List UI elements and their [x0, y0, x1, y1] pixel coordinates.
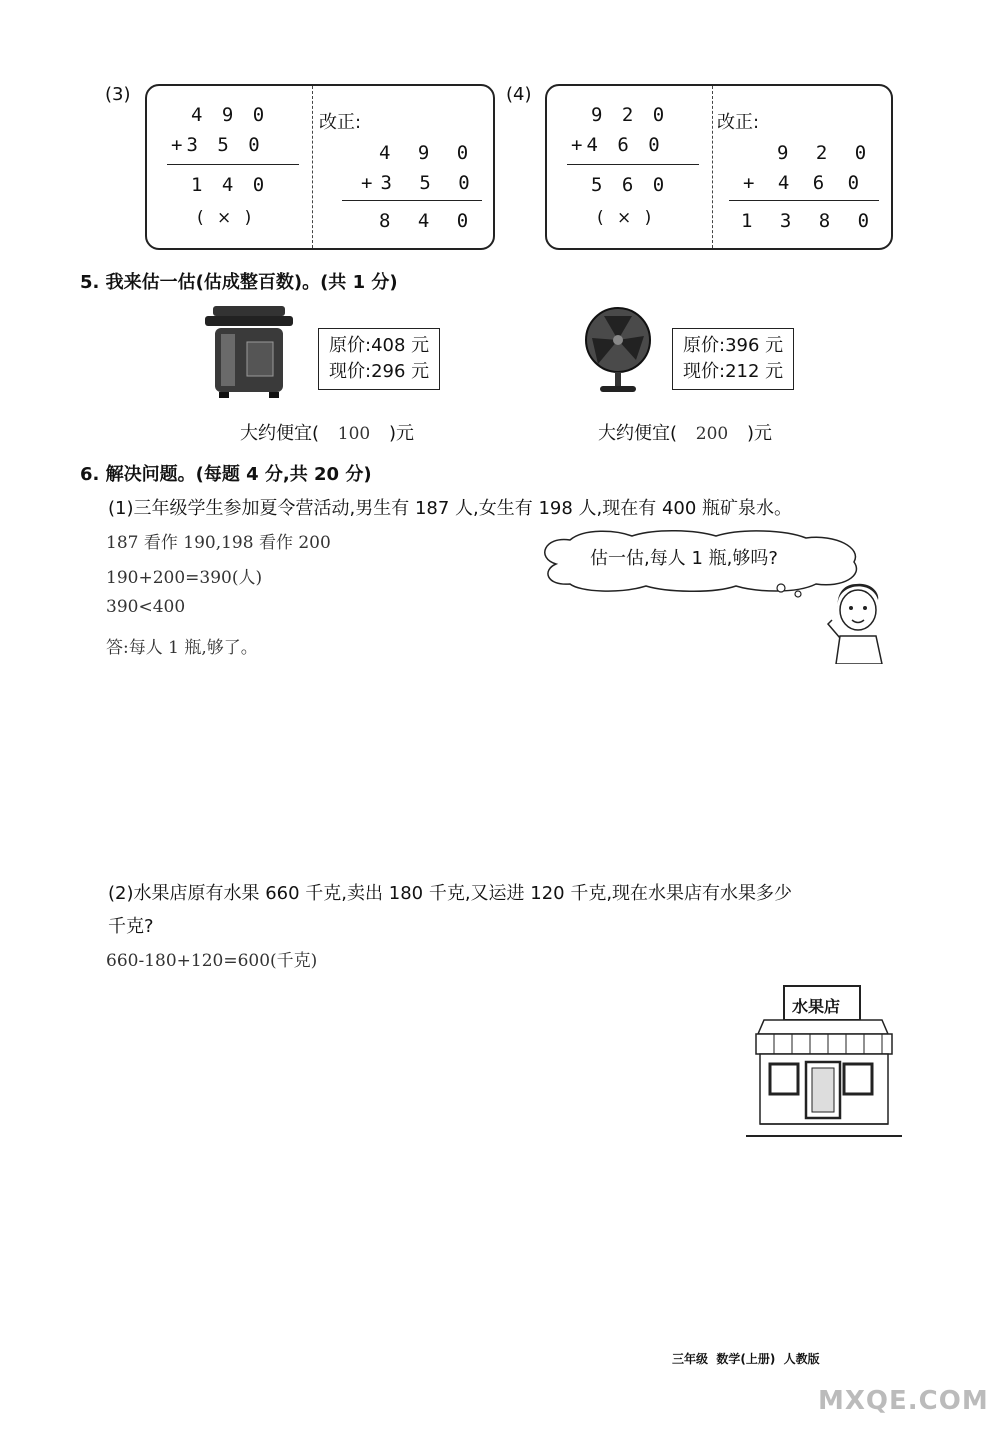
fix-addend-bottom: +3 5 0 [361, 172, 478, 194]
q5-title: 5. 我来估一估(估成整百数)。(共 1 分) [80, 272, 398, 293]
fix-sum-line [342, 200, 482, 201]
boy-illustration [820, 580, 900, 664]
problem-4-label: (4) [506, 84, 532, 105]
estimate-prefix: 大约便宜( [240, 423, 320, 444]
wrong-sum: 5 6 0 [591, 174, 669, 196]
q6-p1-answer-line-2: 190+200=390(人) [106, 568, 263, 588]
problem-3-label: (3) [105, 84, 131, 105]
estimate-prefix: 大约便宜( [598, 423, 678, 444]
fix-sum-line [729, 200, 879, 201]
problem-3-box [145, 84, 495, 250]
addend-bottom: +3 5 0 [171, 134, 264, 156]
q6-p2-answer-line: 660-180+120=600(千克) [106, 951, 318, 971]
estimate-suffix: )元 [389, 423, 415, 444]
estimate-value: 200 [695, 424, 729, 444]
q6-p2-text-2: 千克? [108, 916, 154, 937]
divider [712, 86, 713, 248]
sum-line [567, 164, 699, 165]
estimate-suffix: )元 [747, 423, 773, 444]
addend-top: 9 2 0 [591, 104, 669, 126]
q6-p1-answer-line-4: 答:每人 1 瓶,够了。 [106, 638, 258, 658]
estimate-answer-1 [240, 419, 414, 445]
electric-fan-image [584, 306, 654, 396]
pressure-cooker-image [203, 306, 295, 400]
wrong-mark: ( × ) [597, 208, 652, 228]
q6-p1-answer-line-1: 187 看作 190,198 看作 200 [106, 533, 331, 553]
addend-bottom: +4 6 0 [571, 134, 664, 156]
divider [312, 86, 313, 248]
speech-bubble-text: 估一估,每人 1 瓶,够吗? [590, 548, 778, 569]
correction-label: 改正: [319, 112, 362, 133]
current-price: 现价:296 元 [329, 361, 430, 382]
price-tag-1 [318, 328, 440, 390]
correction-label: 改正: [717, 112, 760, 133]
original-price: 原价:396 元 [683, 335, 784, 356]
fix-addend-top: 9 2 0 [777, 142, 875, 164]
fix-addend-bottom: + 4 6 0 [743, 172, 866, 194]
addend-top: 4 9 0 [191, 104, 269, 126]
wrong-sum: 1 4 0 [191, 174, 269, 196]
estimate-answer-2 [598, 419, 772, 445]
fix-sum: 8 4 0 [379, 210, 477, 232]
q6-title: 6. 解决问题。(每题 4 分,共 20 分) [80, 464, 372, 485]
problem-4-box [545, 84, 893, 250]
q6-p1-answer-line-3: 390<400 [106, 597, 186, 617]
wrong-mark: ( × ) [197, 208, 252, 228]
fix-addend-top: 4 9 0 [379, 142, 477, 164]
shop-sign-text: 水果店 [792, 997, 841, 1016]
original-price: 原价:408 元 [329, 335, 430, 356]
q6-p1-text: (1)三年级学生参加夏令营活动,男生有 187 人,女生有 198 人,现在有 400 瓶矿泉水。 [108, 498, 793, 519]
current-price: 现价:212 元 [683, 361, 784, 382]
estimate-value: 100 [337, 424, 371, 444]
footer-text: 三年级 数学(上册) 人教版 [672, 1352, 820, 1366]
price-tag-2 [672, 328, 794, 390]
fix-sum: 1 3 8 0 [741, 210, 878, 232]
q6-p2-text-1: (2)水果店原有水果 660 千克,卖出 180 千克,又运进 120 千克,现在水果店有水果多少 [108, 883, 793, 904]
watermark: MXQE.COM [818, 1386, 989, 1416]
sum-line [167, 164, 299, 165]
